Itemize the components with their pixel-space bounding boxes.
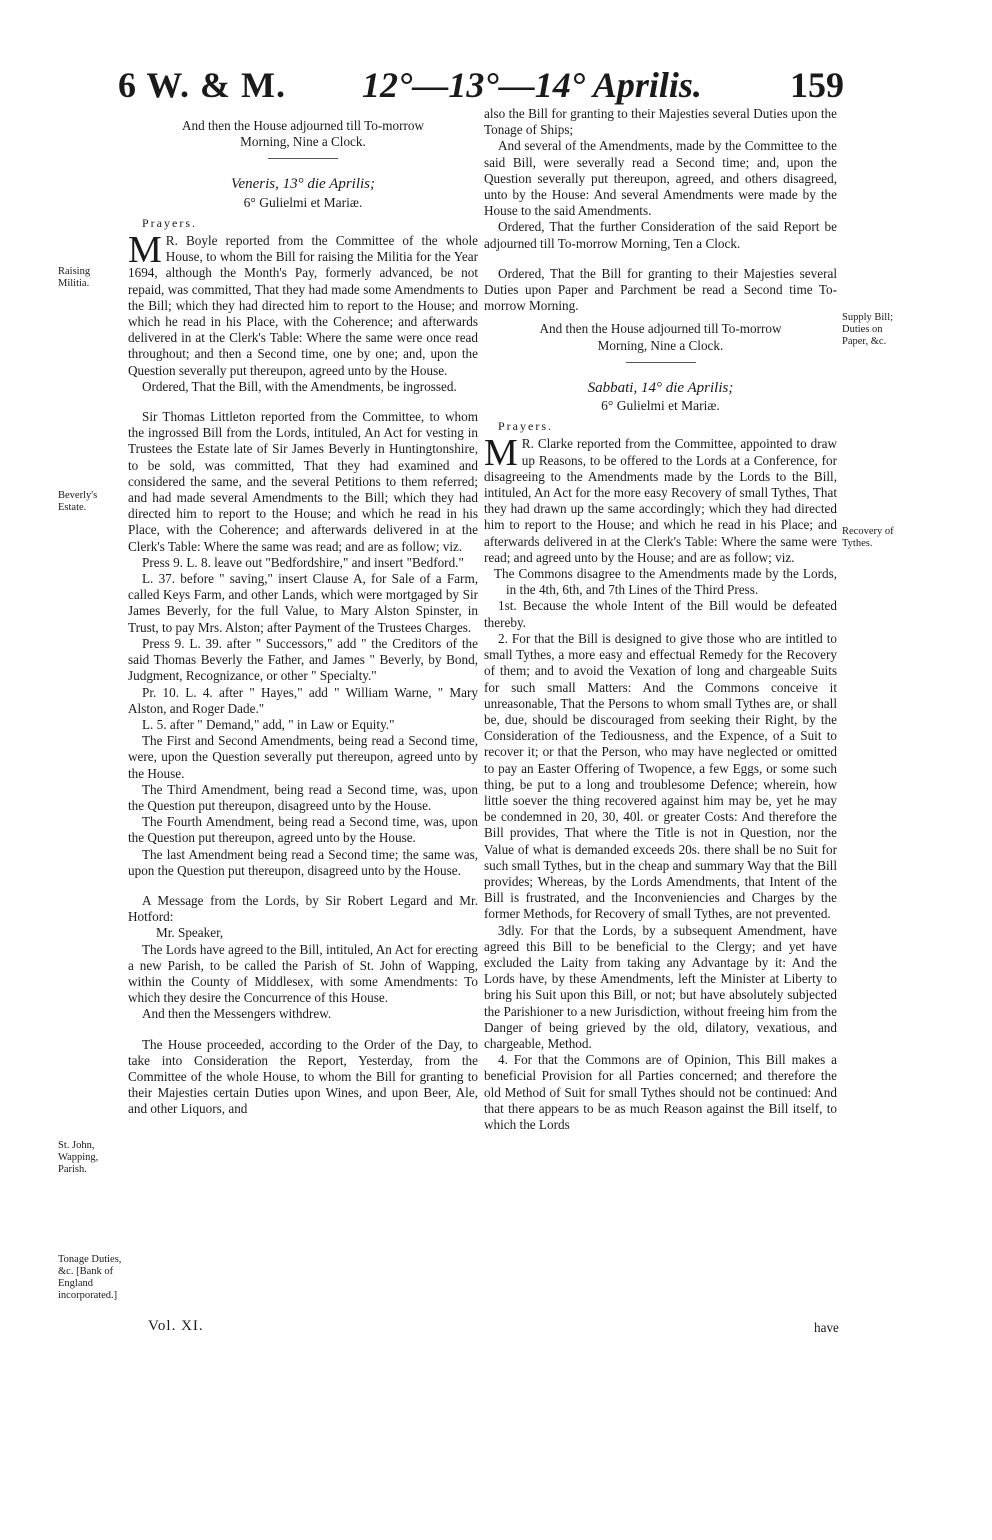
last-amendment: The last Amendment being read a Second time; the same was, upon the Question put thereupon, disagreed unto by the House. xyxy=(128,846,478,878)
prayers-label: Prayers. xyxy=(142,215,197,230)
reason-2: 2. For that the Bill is designed to give those who are intitled to small Tythes, a more easy and effectual Remedy for the Recovery of them; and to avoid the Vexation of long and chargeable Suits for such small Matters: And the Commons conceive it unreasonable, That the Persons to whom small Tythes are, or shall be, due, should be discouraged from seeking their Right, by the Consideration of the Tediousness, and the Expence, of a Suit to recover it; or that the Person, who may have neglected or omitted to pay an Easter Offering of Twopence, a few Eggs, or some such thing, be put to a long and troublesome Defence; wherein, how little soever the thing recovered against him may be, yet he may be condemned in 20, 30, 40l. or greater Costs: And therefore the Bill provides, That where the Title is not in Question, nor the Value of what is demanded exceeds 20s. there shall be no Suit for such small Tythes, but in the cheap and summary Way that the Bill provides; Whereas, by the Lords Amendments, that Intent of the Bill is frustrated, and the Inconveniencies and Charges by the former Methods, for Recovery of small Tythes, are not prevented. xyxy=(484,630,837,922)
reason-3: 3dly. For that the Lords, by a subsequent Amendment, have agreed this Bill to be beneficial to the Clergy; and yet have excluded the Laity from taking any Advantage by it: And the Lords have, by these Amendments, left the Minister at Liberty to bring his Suit upon this Bill, or not; but have absolutely subjected the Parishioner to a new Jurisdiction, without freeing him from the Danger of being grieved by the old, dilatory, vexatious, and chargeable, Method. xyxy=(484,922,837,1051)
regnal-year: 6 W. & M. xyxy=(118,65,287,105)
drop-cap: M xyxy=(484,432,518,475)
regnal-line: 6° Gulielmi et Mariæ. xyxy=(243,194,363,210)
ordered-further-consideration: Ordered, That the further Consideration of the said Report be adjourned till To-morrow Morning, Ten a Clock. xyxy=(484,219,837,251)
clarke-paragraph: M R. Clarke reported from the Committee, appointed to draw up Reasons, to be offered to the Lords at a Conference, for disagreeing to the Amendments made by the Lords to the Bill, intituled, An Act for the more easy Recovery of small Tythes, That they had drawn up the same accordingly; which they had directed him to report to the House; and which he read in his Place; and afterwards delivered in at the Clerk's Table: Where the same were read; and agreed unto by the House; and are as follow; viz. xyxy=(484,432,837,565)
margin-note-raising-militia: Raising Militia. xyxy=(58,266,91,289)
third-amendment: The Third Amendment, being read a Second time, was, upon the Question put thereupon, disagreed unto by the House. xyxy=(128,781,478,813)
page-number: 159 xyxy=(790,65,844,105)
reason-1: 1st. Because the whole Intent of the Bill would be defeated thereby. xyxy=(484,598,837,630)
littleton-paragraph: Sir Thomas Littleton reported from the Committee, to whom the ingrossed Bill from the Lords, intituled, An Act for vesting in Trustees the Estate late of Sir James Beverly in Huntingtonshire, to be sold, was committed, That they had examined and considered the same, and the several Petitions to them referred; and had made several Amendments to the Bill; which they had directed him to report to the House; and which he read in his Place, with the Coherence; and afterwards delivered in at the Clerk's Table: Where the same was read; and are as follow; viz. xyxy=(128,409,478,554)
prayers-label: Prayers. xyxy=(498,419,553,434)
amendment-4: Pr. 10. L. 4. after " Hayes," add " William Warne, " Mary Alston, and Roger Dade." xyxy=(128,684,478,716)
margin-note-st-john: St. John, Wapping, Parish. xyxy=(58,1140,99,1175)
margin-note-tonage: Tonage Duties, &c. [Bank of England incorporated.] xyxy=(58,1254,122,1301)
amendment-3: Press 9. L. 39. after " Successors," add " the Creditors of the said Thomas Beverly the Father, and James " Beverly, by Bond, Judgment, Recognizance, or other " Specialty." xyxy=(128,635,478,684)
continuation-paragraph: also the Bill for granting to their Majesties several Duties upon the Tonage of Ships; xyxy=(484,106,837,138)
lords-message: A Message from the Lords, by Sir Robert Legard and Mr. Hotford: xyxy=(128,892,478,925)
adjournment: And then the House adjourned till To-morrow Morning, Nine a Clock. xyxy=(181,118,425,150)
commons-disagree: The Commons disagree to the Amendments made by the Lords, in the 4th, 6th, and 7th Lines of the Third Press. xyxy=(494,566,837,598)
divider xyxy=(626,362,696,363)
margin-note-beverlys-estate: Beverly's Estate. xyxy=(58,490,98,513)
first-second-amendments: The First and Second Amendments, being read a Second time, were, upon the Question severally put thereupon, agreed unto by the House. xyxy=(128,733,478,781)
several-amendments-paragraph: And several of the Amendments, made by the Committee to the said Bill, were severally read a Second time; and, upon the Question severally put thereupon, agreed, and others disagreed, unto by the House: And several Amendments were made by the House to the said Amendments. xyxy=(484,138,837,219)
amendment-2: L. 37. before " saving," insert Clause A, for Sale of a Farm, called Keys Farm, and other Lands, which were mortgaged by Sir James Beverly, for the full Value, to Mary Alston Spinster, in Trust, to pay Mrs. Alston; after Payment of the Trustees Charges. xyxy=(128,571,478,635)
adjournment: And then the House adjourned till To-morrow Morning, Nine a Clock. xyxy=(539,321,782,353)
catchword: have xyxy=(814,1320,839,1335)
speaker-salutation: Mr. Speaker, xyxy=(156,925,224,941)
divider xyxy=(268,158,338,159)
right-column xyxy=(484,106,837,1133)
date-heading: 12°—13°—14° Aprilis. xyxy=(362,65,702,105)
messengers-withdrew: And then the Messengers withdrew. xyxy=(142,1006,332,1022)
lords-agreed-paragraph: The Lords have agreed to the Bill, intituled, An Act for erecting a new Parish, to be called the Parish of St. John of Wapping, within the County of Middlesex, with some Amendments: To which they desire the Concurrence of this House. xyxy=(128,941,478,1006)
amendment-1: Press 9. L. 8. leave out "Bedfordshire," and insert "Bedford." xyxy=(142,554,464,570)
day-heading: Veneris, 13° die Aprilis; xyxy=(230,176,376,193)
militia-paragraph: M R. Boyle reported from the Committee of the whole House, to whom the Bill for raising the Militia for the Year 1694, although the Month's Pay, formerly advanced, be not repaid, was committed, That they had made some Amendments to the Bill; which they had directed him to report to the House; and which he read in his Place, with the Coherence; and afterwards delivered in at the Clerk's Table: Where the same were once read throughout; and then a Second time, one by one; and, upon the Question severally put thereupon, agreed unto by the House. xyxy=(128,229,478,378)
regnal-line: 6° Gulielmi et Mariæ. xyxy=(601,398,720,414)
amendment-5: L. 5. after " Demand," add, " in Law or Equity." xyxy=(142,716,395,732)
drop-cap: M xyxy=(128,229,162,272)
margin-note-recovery: Recovery of Tythes. xyxy=(842,526,894,549)
fourth-amendment: The Fourth Amendment, being read a Second time, was, upon the Question put thereupon, agreed unto by the House. xyxy=(128,814,478,846)
ordered-paragraph: Ordered, That the Bill, with the Amendments, be ingrossed. xyxy=(142,378,457,394)
volume-signature: Vol. XI. xyxy=(148,1318,204,1334)
day-heading: Sabbati, 14° die Aprilis; xyxy=(587,379,734,396)
ordered-paper-bill: Ordered, That the Bill for granting to their Majesties several Duties upon Paper and Parchment be read a Second time To-morrow Morning. xyxy=(484,265,837,314)
house-proceeded-paragraph: The House proceeded, according to the Order of the Day, to take into Consideration the Report, Yesterday, from the Committee of the whole House, to whom the Bill for granting to their Majesties certain Duties upon Wines, and upon Beer, Ale, and other Liquors, and xyxy=(128,1036,478,1117)
reason-4: 4. For that the Commons are of Opinion, This Bill makes a beneficial Provision for all Parties concerned; and therefore the old Method of Suit for small Tythes should not be continued: And that there appears to be as much Reason against the Bill itself, to which the Lords xyxy=(484,1052,837,1132)
margin-note-supply-bill: Supply Bill; Duties on Paper, &c. xyxy=(842,312,894,347)
left-column xyxy=(128,118,478,1118)
